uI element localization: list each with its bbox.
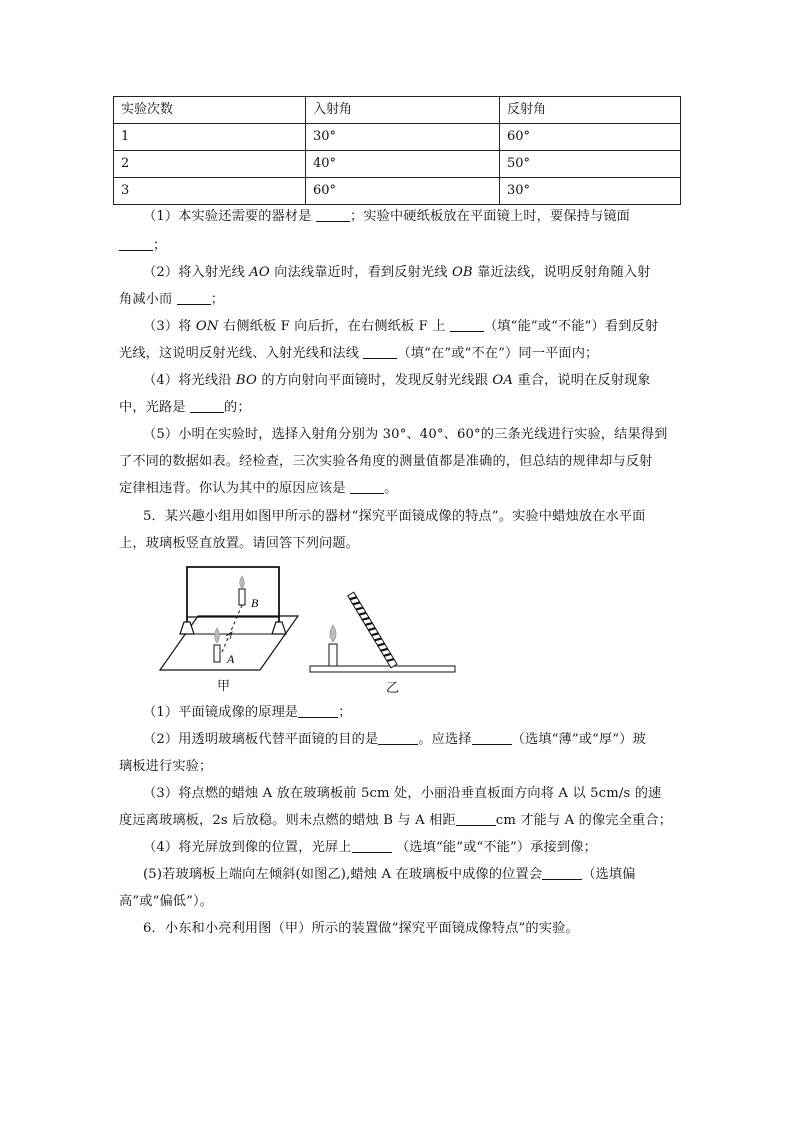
measurement-table [113,96,681,205]
experiment-figure [150,560,470,700]
table-row [114,151,681,178]
answer-blank [352,838,392,853]
figure-jia [160,567,298,670]
table-cell: 2 [114,151,306,178]
caption-jia: 甲 [217,679,231,694]
label-b: B [251,596,259,610]
q6-intro: 6．小东和小亮利用图（甲）所示的装置做“探究平面镜成像特点”的实验。 [143,921,579,936]
table-cell: 1 [114,124,306,151]
q4-part2-line1: （2）将入射光线 AO 向法线靠近时，看到反射光线 OB 靠近法线，说明反射角随入射 [143,265,651,280]
q5-part2-line2: 璃板进行实验； [119,759,213,774]
answer-blank [363,344,397,359]
q5-part3-line1: （3）将点燃的蜡烛 A 放在玻璃板前 5cm 处，小丽沿垂直板面方向将 A 以 5cm/s 的速 [143,786,662,801]
q4-part4-line1: （4）将光线沿 BO 的方向射向平面镜时，发现反射光线跟 OA 重合，说明在反射现象 [143,373,651,388]
caption-yi: 乙 [386,681,400,696]
table-header-cell: 实验次数 [114,97,306,124]
answer-blank [472,730,512,745]
q5-part5-line1: (5)若玻璃板上端向左倾斜(如图乙),蜡烛 A 在玻璃板中成像的位置会 （选填偏 [143,867,636,882]
table-cell: 30° [500,178,681,205]
answer-blank [542,865,582,880]
q4-part5-line3: 定律相违背。你认为其中的原因应该是 。 [119,481,398,496]
q5-intro-line2: 上，玻璃板竖直放置。请回答下列问题。 [119,536,360,551]
q4-part5-line2: 了不同的数据如表。经检查，三次实验各角度的测量值都是准确的，但总结的规律却与反射 [119,454,653,469]
table-header-cell: 反射角 [500,97,681,124]
table-cell: 60° [500,124,681,151]
q4-part2-line2: 角减小而 ； [119,292,225,307]
table-cell: 3 [114,178,306,205]
q4-part4-line2: 中，光路是 的； [119,400,251,415]
q5-part3-line2: 度远离玻璃板，2s 后放稳。则未点燃的蜡烛 B 与 A 相距 cm 才能与 A 的像完全重合； [119,813,673,828]
answer-blank [350,479,384,494]
q4-part3-line1: （3）将 ON 右侧纸板 F 向后折，在右侧纸板 F 上 （填“能”或“不能”）看到反射 [143,319,659,334]
answer-blank [190,398,224,413]
table-row [114,178,681,205]
q4-part3-line2: 光线，这说明反射光线、入射光线和法线 （填“在”或“不在”）同一平面内； [119,346,599,361]
answer-blank [119,236,153,251]
table-cell: 40° [306,151,500,178]
answer-blank [450,317,484,332]
answer-blank [177,290,211,305]
table-cell: 60° [306,178,500,205]
q5-part5-line2: 高”或“偏低”）。 [119,894,214,909]
answer-blank [298,703,338,718]
figure-yi [310,592,455,672]
table-header-row [114,97,681,124]
q5-part4: （4）将光屏放到像的位置，光屏上 （选填“能”或“不能”）承接到像； [143,840,597,855]
table-row [114,124,681,151]
q5-part1: （1）平面镜成像的原理是 ； [143,705,352,720]
q4-part1-line1: （1）本实验还需要的器材是 ；实验中硬纸板放在平面镜上时，要保持与镜面 [143,209,631,224]
answer-blank [378,730,418,745]
answer-blank [316,207,350,222]
answer-blank [456,811,496,826]
label-a: A [227,652,235,666]
table-cell: 50° [500,151,681,178]
q5-intro-line1: 5．某兴趣小组用如图甲所示的器材“探究平面镜成像的特点”。实验中蜡烛放在水平面 [143,509,646,524]
q5-part2-line1: （2）用透明玻璃板代替平面镜的目的是 。应选择 （选填“薄”或“厚”）玻 [143,732,646,747]
table-cell: 30° [306,124,500,151]
q4-part1-line2: ； [119,236,166,256]
table-header-cell: 入射角 [306,97,500,124]
q4-part5-line1: （5）小明在实验时，选择入射角分别为 30°、40°、60°的三条光线进行实验，结果得到 [143,427,668,442]
